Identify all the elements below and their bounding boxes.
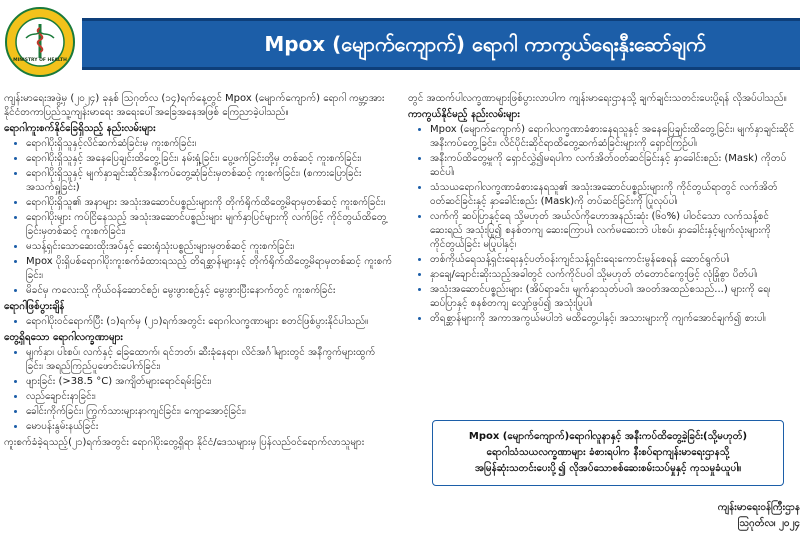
list-item: • သံသယရောဂါလက္ခဏာခံစားနေရသူ၏ အသုံးအဆောင်ပစ္စည်းများကို ကိုင်တွယ်ရာတွင် လက်အိတ်ဝတ်ဆင်ခြင်းနှင့် နှာခေါင်းစည်း (Mask)ကို တပ်ဆင်ခြင်းကို ပြုလုပ်ပါ၊ bbox=[430, 181, 800, 209]
right-intro-paragraph: တွင် အထက်ပါလက္ခဏာများဖြစ်ပွားလာပါက ကျန်းမာရေးဌာနသို့ ချက်ချင်းသတင်းပေးပို့ရန် လိုအပ်ပါသည်။ bbox=[408, 93, 787, 104]
issuer-name: ကျန်းမာရေးဝန်ကြီးဌာန bbox=[717, 502, 800, 513]
notice-box bbox=[432, 420, 784, 486]
right-column bbox=[404, 92, 800, 328]
logo-text: MINISTRY OF HEALTH bbox=[13, 58, 67, 63]
footer-signature bbox=[640, 500, 800, 532]
list-item: • ရောဂါပိုးရှိသူ၏ အနာများ အသုံးအဆောင်ပစ္စည်းများကို တိုက်ရိုက်ထိတွေ့မိရာမှတစ်ဆင့် ကူးစက်ခြင်း၊ bbox=[26, 196, 392, 210]
incubation-heading: ရောဂါဖြစ်ပွားချိန် bbox=[4, 301, 65, 312]
list-item: • ဖျားခြင်း (>38.5 °C) အကျိတ်များရောင်ရမ်းခြင်း၊ bbox=[26, 375, 392, 389]
page-title: Mpox (မျောက်ကျောက်) ရောဂါ ကာကွယ်ရေးနှီးဆော်ချက် bbox=[264, 32, 706, 56]
list-item: • လက်ကို ဆပ်ပြာနှင့်ရေ သို့မဟုတ် အယ်လ်ကိုဟောအနည်းဆုံး (၆၀%) ပါဝင်သော လက်သန့်စင်ဆေးရည် အသုံးပြု၍ စနစ်တကျ ဆေးကြောပါ၊ လက်မဆေးဘဲ ပါးစပ်၊ နှာခေါင်းနှင့်မျက်လုံးများကို ကိုင်တွယ်ခြင်း မပြုပါနှင့်၊ bbox=[430, 210, 800, 252]
prevention-list bbox=[404, 123, 800, 326]
list-item: • Mpox (မျောက်ကျောက်) ရောဂါလက္ခဏာခံစားနေရသူနှင့် အနေပြေချင်းထိတွေ့ခြင်း၊ မျက်နှာချင်းဆိုင် အနီးကပ်တွေ့ခြင်း၊ လိင်ပိုင်းဆိုင်ရာထိတွေ့ဆက်ဆံခြင်းများကို ရှောင်ကြဉ်ပါ၊ bbox=[430, 123, 800, 151]
list-item: • ရောဂါပိုးရှိသူနှင့်လိင်ဆက်ဆံခြင်းမှ ကူးစက်ခြင်း၊ bbox=[26, 137, 392, 151]
list-item: • အနီးကပ်ထိတွေ့မှုကို ရှောင်လွှဲ၍မရပါက လက်အိတ်ဝတ်ဆင်ခြင်းနှင့် နှာခေါင်းစည်း (Mask) ကိုတပ်ဆင်ပါ၊ bbox=[430, 152, 800, 180]
left-column bbox=[0, 92, 392, 450]
title-band bbox=[82, 18, 800, 70]
list-item: • နှာချေ/ချောင်းဆိုးသည့်အခါတွင် လက်ကိုင်ပဝါ သို့မဟုတ် တံတောင်ကွေးဖြင့် လုံခြုံစွာ ပိတ်ပါ၊ bbox=[430, 268, 800, 282]
notice-line: ရောဂါသံသယလက္ခဏာများ ခံစားရပါက နီးစပ်ရာကျန်းမာရေးဌာနသို့ bbox=[486, 447, 730, 458]
list-item: • ရောဂါပိုးရှိသူနှင့် အနေပြေချင်းထိတွေ့ခြင်း၊ နမ်းရှုံ့ခြင်း၊ ပွေ့ဖက်ခြင်းတို့မှ တစ်ဆင့် ကူးစက်ခြင်း၊ bbox=[26, 152, 392, 166]
list-item: • Mpox ပိုးရှိပစ်ရောဂါပိုးကူးစက်ခံထားရသည့် တိရစ္ဆာန်များနှင့် တိုက်ရိုက်ထိတွေ့မိရာမှတစ်ဆင့် ကူးစက်ခြင်း၊ bbox=[26, 255, 392, 283]
notice-line: Mpox (မျောက်ကျောက်)ရောဂါလူနာနှင့် အနီးကပ်ထိတွေ့ခဲ့ခြင်း(သို့မဟုတ်) bbox=[468, 431, 748, 442]
issue-date: ဩဂုတ်လ၊ ၂၀၂၄ bbox=[737, 518, 800, 529]
list-item: • ရောဂါပိုးရှိသူနှင့် မျက်နှာချင်းဆိုင်အနီးကပ်တွေ့ဆုံခြင်းမှတစ်ဆင့် ကူးစက်ခြင်း၊ (စကားပြောခြင်း အသက်ရှူခြင်း) bbox=[26, 167, 392, 195]
list-item: • လည်ချောင်းနာခြင်း၊ bbox=[26, 390, 392, 404]
symptoms-heading: တွေ့ရှိရသော ရောဂါလက္ခဏာများ bbox=[4, 332, 123, 343]
list-item: • မျက်နှာ၊ ပါးစပ်၊ လက်နှင့် ခြေထောက်၊ ရင်ဘတ်၊ ဆီးခုံနေရာ၊ လိင်အင်္ဂါများတွင် အနီကွက်များထွက်ခြင်း၊ အရည်ကြည်ပူဖောင်းပေါက်ခြင်း၊ bbox=[26, 346, 392, 374]
header bbox=[0, 0, 800, 84]
transmission-heading: ရောဂါကူးစက်နိုင်ခြေရှိသည့် နည်းလမ်းများ bbox=[4, 123, 156, 134]
list-item: • တိရစ္ဆာန်များကို အကာအကွယ်မပါဘဲ မထိတွေ့ပါနှင့်၊ အသားများကို ကျက်အောင်ချက်၍ စားပါ၊ bbox=[430, 312, 800, 326]
transmission-list bbox=[0, 137, 392, 298]
list-item: • အသုံးအဆောင်ပစ္စည်းများ (အိပ်ရာခင်း၊ မျက်နှာသုတ်ပဝါ၊ အဝတ်အထည်စသည်...) များကို ရေ၊ ဆပ်ပြာနှင့် စနစ်တကျ လျှော်ဖွပ်၍ အသုံးပြုပါ၊ bbox=[430, 283, 800, 311]
symptoms-list bbox=[0, 346, 392, 434]
list-item: • ခေါင်းကိုက်ခြင်း၊ ကြွက်သားများနာကျင်ခြင်း၊ ကျောအောင့်ခြင်း၊ bbox=[26, 405, 392, 419]
notice-line: အမြန်ဆုံးသတင်းပေးပို့၍ လိုအပ်သောစစ်ဆေးစမ်းသပ်မှုနှင့် ကုသမှုခံယူပါ။ bbox=[475, 463, 741, 474]
list-item: • မောပန်းနွမ်းနယ်ခြင်း bbox=[26, 420, 392, 434]
list-item: • မိခင်မှ ကလေးသို့ ကိုယ်ဝန်ဆောင်စဉ်၊ မွေးဖွားစဉ်နှင့် မွေးဖွားပြီးနောက်တွင် ကူးစက်ခြင်း bbox=[26, 284, 392, 298]
list-item: • မသန့်ရှင်းသောဆေးထိုးအပ်နှင့် ဆေးရုံသုံးပစ္စည်းများမှတစ်ဆင့် ကူးစက်ခြင်း၊ bbox=[26, 240, 392, 254]
intro-paragraph: ကျန်းမာရေးအဖွဲ့မှ (၂၀၂၄) ခုနှစ် ဩဂုတ်လ (၁၄)ရက်နေ့တွင် Mpox (မျောက်ကျောက်) ရောဂါ ကမ္ဘာ့အား နိုင်ငံတကာပြည်သူ့ကျန်းမာရေး အရေးပေါ်အခြေအနေအဖြစ် ကြေညာခဲ့ပါသည်။ bbox=[4, 93, 385, 118]
incubation-list bbox=[0, 315, 392, 329]
list-item: • ရောဂါပိုးများ ကပ်ငြိနေသည့် အသုံးအဆောင်ပစ္စည်းများ မျက်နှာပြင်များကို လက်ဖြင့် ကိုင်တွယ်ထိတွေ့ခြင်းမှတစ်ဆင့် ကူးစက်ခြင်း၊ bbox=[26, 211, 392, 239]
list-item: • ရောဂါပိုးဝင်ရောက်ပြီး (၁)ရက်မှ (၂၁)ရက်အတွင်း ရောဂါလက္ခဏာများ စတင်ဖြစ်ပွားနိုင်ပါသည်။ bbox=[26, 315, 392, 329]
prevention-heading: ကာကွယ်နိုင်မည့် နည်းလမ်းများ bbox=[408, 109, 520, 120]
ministry-of-health-seal-icon bbox=[4, 6, 76, 78]
closing-paragraph: ကူးစက်ခံခဲ့ရသည့်(၂၁)ရက်အတွင်း ရောဂါပိုးတွေ့ရှိရာ နိုင်ငံ/ဒေသများမှ ပြန်လည်ဝင်ရောက်လာသူများ bbox=[4, 437, 365, 448]
list-item: • တစ်ကိုယ်ရေသန့်ရှင်းရေးနှင့်ပတ်ဝန်းကျင်သန့်ရှင်းရေးကောင်းမွန်စေရန် ဆောင်ရွက်ပါ၊ bbox=[430, 253, 800, 267]
